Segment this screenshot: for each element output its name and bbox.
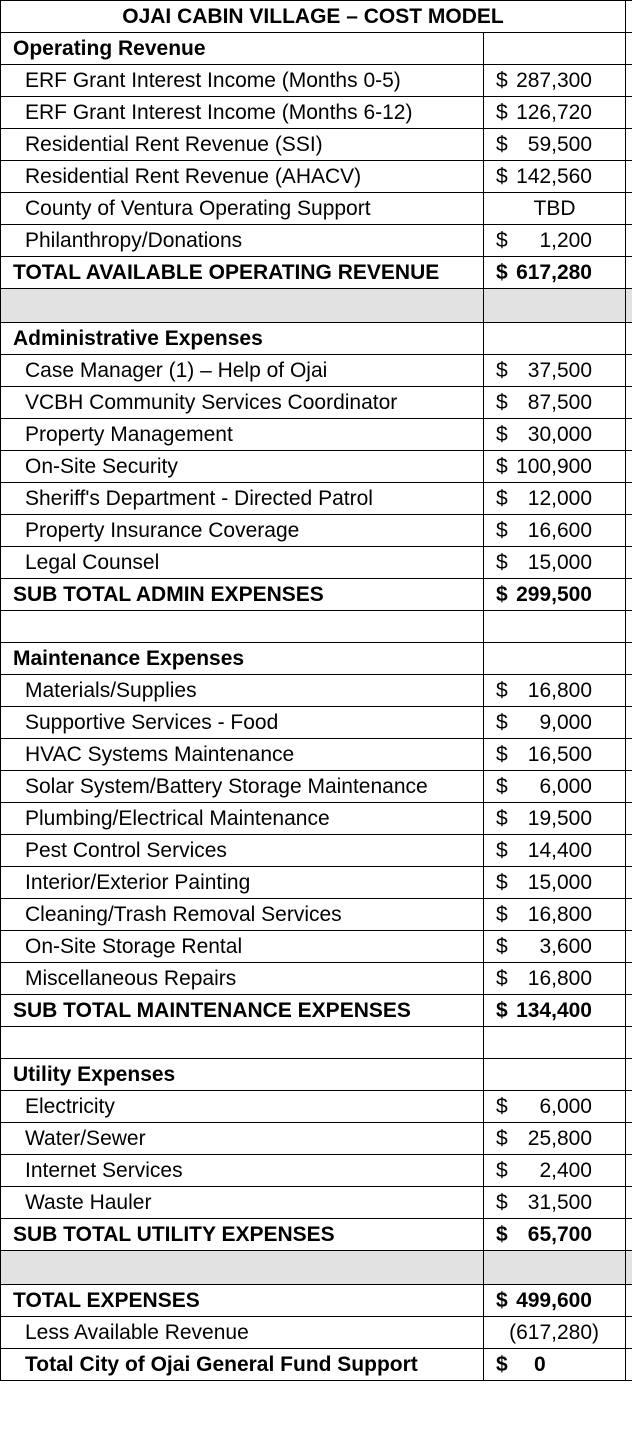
- line-item-label: Total City of Ojai General Fund Support: [1, 1349, 484, 1381]
- amount-cell: [484, 1219, 626, 1251]
- amount-cell: [484, 33, 626, 65]
- line-item-label: Solar System/Battery Storage Maintenance: [1, 771, 484, 803]
- line-item-label: Waste Hauler: [1, 1187, 484, 1219]
- amount-value: 6,000: [539, 1094, 592, 1118]
- amount-cell: [484, 483, 626, 515]
- section-header-row: [1, 1059, 632, 1091]
- line-item-label: Supportive Services - Food: [1, 707, 484, 739]
- amount-cell: [484, 1123, 626, 1155]
- amount-cell: [484, 739, 626, 771]
- line-item-label: ERF Grant Interest Income (Months 6-12): [1, 97, 484, 129]
- line-item-row: [1, 355, 632, 387]
- edge-cell: [626, 707, 632, 739]
- line-item-label: Less Available Revenue: [1, 1317, 484, 1349]
- line-item-row: [1, 675, 632, 707]
- edge-cell: [626, 1, 632, 33]
- amount-cell: [484, 1349, 626, 1381]
- total-row: [1, 579, 632, 611]
- currency-symbol: $: [496, 934, 508, 958]
- amount-value: 16,800: [527, 678, 592, 702]
- currency-symbol: $: [496, 774, 508, 798]
- edge-cell: [626, 1285, 632, 1317]
- edge-cell: [626, 771, 632, 803]
- amount-value: 37,500: [527, 358, 592, 382]
- edge-cell: [626, 1155, 632, 1187]
- line-item-row: [1, 65, 632, 97]
- amount-cell: [484, 193, 626, 225]
- total-row: [1, 1285, 632, 1317]
- edge-cell: [626, 1349, 632, 1381]
- edge-cell: [626, 129, 632, 161]
- line-item-row: [1, 225, 632, 257]
- edge-cell: [626, 1059, 632, 1091]
- amount-value: 12,000: [527, 486, 592, 510]
- line-item-row: [1, 1123, 632, 1155]
- line-item-label: Interior/Exterior Painting: [1, 867, 484, 899]
- amount-value: 126,720: [516, 100, 592, 124]
- shaded-spacer-row: [1, 1251, 632, 1285]
- line-item-row: [1, 739, 632, 771]
- blank-row: [1, 1027, 632, 1059]
- line-item-row: [1, 129, 632, 161]
- amount-value: 19,500: [527, 806, 592, 830]
- edge-cell: [626, 355, 632, 387]
- amount-value: 134,400: [516, 998, 592, 1022]
- edge-cell: [626, 899, 632, 931]
- amount-value: (617,280): [509, 1320, 599, 1344]
- currency-symbol: $: [496, 966, 508, 990]
- total-row: [1, 1349, 632, 1381]
- line-item-label: Electricity: [1, 1091, 484, 1123]
- amount-cell: [484, 515, 626, 547]
- spacer-amount-cell: [484, 289, 626, 323]
- amount-cell: [484, 931, 626, 963]
- currency-symbol: $: [496, 838, 508, 862]
- line-item-label: VCBH Community Services Coordinator: [1, 387, 484, 419]
- amount-cell: [484, 1317, 626, 1349]
- edge-cell: [626, 835, 632, 867]
- line-item-row: [1, 963, 632, 995]
- currency-symbol: $: [496, 550, 508, 574]
- currency-symbol: $: [496, 870, 508, 894]
- amount-cell: [484, 707, 626, 739]
- currency-symbol: $: [496, 132, 508, 156]
- line-item-row: [1, 803, 632, 835]
- edge-cell: [626, 193, 632, 225]
- blank-row: [1, 611, 632, 643]
- edge-cell: [626, 419, 632, 451]
- edge-cell: [626, 65, 632, 97]
- currency-symbol: $: [496, 1158, 508, 1182]
- spacer-label-cell: [1, 611, 484, 643]
- amount-cell: [484, 129, 626, 161]
- amount-value: 142,560: [516, 164, 592, 188]
- currency-symbol: $: [496, 742, 508, 766]
- amount-cell: [484, 643, 626, 675]
- amount-value: 16,600: [527, 518, 592, 542]
- edge-cell: [626, 547, 632, 579]
- amount-cell: [484, 323, 626, 355]
- line-item-label: Legal Counsel: [1, 547, 484, 579]
- line-item-row: [1, 931, 632, 963]
- section-header-row: [1, 33, 632, 65]
- amount-value: 9,000: [539, 710, 592, 734]
- edge-cell: [626, 161, 632, 193]
- line-item-label: Materials/Supplies: [1, 675, 484, 707]
- line-item-label: Cleaning/Trash Removal Services: [1, 899, 484, 931]
- edge-cell: [626, 1317, 632, 1349]
- amount-value: TBD: [533, 196, 576, 220]
- line-item-label: ERF Grant Interest Income (Months 0-5): [1, 65, 484, 97]
- amount-value: 31,500: [527, 1190, 592, 1214]
- amount-cell: [484, 451, 626, 483]
- amount-value: 100,900: [516, 454, 592, 478]
- line-item-label: Property Insurance Coverage: [1, 515, 484, 547]
- edge-cell: [626, 323, 632, 355]
- spacer-label-cell: [1, 289, 484, 323]
- amount-cell: [484, 1059, 626, 1091]
- amount-cell: [484, 161, 626, 193]
- edge-cell: [626, 387, 632, 419]
- amount-value: 15,000: [527, 870, 592, 894]
- line-item-label: SUB TOTAL MAINTENANCE EXPENSES: [1, 995, 484, 1027]
- amount-cell: [484, 1285, 626, 1317]
- currency-symbol: $: [496, 1190, 508, 1214]
- amount-value: 6,000: [539, 774, 592, 798]
- currency-symbol: $: [496, 1352, 508, 1376]
- edge-cell: [626, 515, 632, 547]
- edge-cell: [626, 611, 632, 643]
- amount-value: 65,700: [527, 1222, 592, 1246]
- spacer-label-cell: [1, 1251, 484, 1285]
- line-item-label: Plumbing/Electrical Maintenance: [1, 803, 484, 835]
- amount-value: 30,000: [527, 422, 592, 446]
- edge-cell: [626, 97, 632, 129]
- line-item-label: Pest Control Services: [1, 835, 484, 867]
- amount-cell: [484, 97, 626, 129]
- amount-cell: [484, 899, 626, 931]
- currency-symbol: $: [496, 260, 508, 284]
- line-item-label: Residential Rent Revenue (SSI): [1, 129, 484, 161]
- amount-cell: [484, 803, 626, 835]
- line-item-row: [1, 707, 632, 739]
- amount-cell: [484, 1155, 626, 1187]
- edge-cell: [626, 33, 632, 65]
- edge-cell: [626, 867, 632, 899]
- edge-cell: [626, 995, 632, 1027]
- amount-cell: [484, 1091, 626, 1123]
- amount-cell: [484, 963, 626, 995]
- amount-value: 299,500: [516, 582, 592, 606]
- currency-symbol: $: [496, 902, 508, 926]
- edge-cell: [626, 931, 632, 963]
- total-row: [1, 995, 632, 1027]
- amount-value: 16,800: [527, 966, 592, 990]
- amount-value: 1,200: [539, 228, 592, 252]
- edge-cell: [626, 451, 632, 483]
- amount-cell: [484, 771, 626, 803]
- line-item-label: Case Manager (1) – Help of Ojai: [1, 355, 484, 387]
- line-item-row: [1, 835, 632, 867]
- line-item-label: SUB TOTAL UTILITY EXPENSES: [1, 1219, 484, 1251]
- edge-cell: [626, 1219, 632, 1251]
- amount-cell: [484, 225, 626, 257]
- amount-value: 16,800: [527, 902, 592, 926]
- amount-cell: [484, 419, 626, 451]
- currency-symbol: $: [496, 806, 508, 830]
- amount-cell: [484, 867, 626, 899]
- line-item-row: [1, 1187, 632, 1219]
- section-title: Maintenance Expenses: [1, 643, 484, 675]
- line-item-row: [1, 97, 632, 129]
- amount-cell: [484, 579, 626, 611]
- edge-cell: [626, 289, 632, 323]
- line-item-row: [1, 771, 632, 803]
- currency-symbol: $: [496, 228, 508, 252]
- line-item-label: HVAC Systems Maintenance: [1, 739, 484, 771]
- line-item-label: TOTAL AVAILABLE OPERATING REVENUE: [1, 257, 484, 289]
- edge-cell: [626, 739, 632, 771]
- line-item-row: [1, 451, 632, 483]
- line-item-row: [1, 867, 632, 899]
- line-item-label: On-Site Storage Rental: [1, 931, 484, 963]
- amount-value: 16,500: [527, 742, 592, 766]
- edge-cell: [626, 963, 632, 995]
- currency-symbol: $: [496, 454, 508, 478]
- line-item-row: [1, 387, 632, 419]
- amount-cell: [484, 65, 626, 97]
- section-title: Utility Expenses: [1, 1059, 484, 1091]
- amount-cell: [484, 257, 626, 289]
- edge-cell: [626, 1187, 632, 1219]
- edge-cell: [626, 643, 632, 675]
- amount-value: 14,400: [527, 838, 592, 862]
- amount-value: 2,400: [539, 1158, 592, 1182]
- amount-cell: [484, 675, 626, 707]
- currency-symbol: $: [496, 1288, 508, 1312]
- amount-value: 617,280: [516, 260, 592, 284]
- title-row: [1, 1, 632, 33]
- section-header-row: [1, 643, 632, 675]
- line-item-row: [1, 899, 632, 931]
- line-item-label: Internet Services: [1, 1155, 484, 1187]
- line-item-row: [1, 1317, 632, 1349]
- line-item-label: Property Management: [1, 419, 484, 451]
- line-item-row: [1, 193, 632, 225]
- currency-symbol: $: [496, 422, 508, 446]
- currency-symbol: $: [496, 390, 508, 414]
- edge-cell: [626, 1251, 632, 1285]
- edge-cell: [626, 675, 632, 707]
- line-item-row: [1, 161, 632, 193]
- section-header-row: [1, 323, 632, 355]
- amount-value: 499,600: [516, 1288, 592, 1312]
- amount-cell: [484, 1187, 626, 1219]
- spacer-label-cell: [1, 1027, 484, 1059]
- amount-value: 15,000: [527, 550, 592, 574]
- line-item-label: SUB TOTAL ADMIN EXPENSES: [1, 579, 484, 611]
- amount-value: 25,800: [527, 1126, 592, 1150]
- amount-cell: [484, 547, 626, 579]
- edge-cell: [626, 579, 632, 611]
- line-item-label: Philanthropy/Donations: [1, 225, 484, 257]
- section-title: Administrative Expenses: [1, 323, 484, 355]
- currency-symbol: $: [496, 678, 508, 702]
- total-row: [1, 257, 632, 289]
- spacer-amount-cell: [484, 1251, 626, 1285]
- line-item-row: [1, 483, 632, 515]
- amount-value: 59,500: [527, 132, 592, 156]
- line-item-label: Miscellaneous Repairs: [1, 963, 484, 995]
- currency-symbol: $: [496, 1222, 508, 1246]
- edge-cell: [626, 1027, 632, 1059]
- edge-cell: [626, 225, 632, 257]
- line-item-label: Water/Sewer: [1, 1123, 484, 1155]
- currency-symbol: $: [496, 486, 508, 510]
- edge-cell: [626, 1123, 632, 1155]
- amount-value: 87,500: [527, 390, 592, 414]
- section-title: Operating Revenue: [1, 33, 484, 65]
- total-row: [1, 1219, 632, 1251]
- currency-symbol: $: [496, 100, 508, 124]
- edge-cell: [626, 1091, 632, 1123]
- amount-cell: [484, 835, 626, 867]
- shaded-spacer-row: [1, 289, 632, 323]
- edge-cell: [626, 483, 632, 515]
- amount-cell: [484, 387, 626, 419]
- line-item-label: TOTAL EXPENSES: [1, 1285, 484, 1317]
- edge-cell: [626, 257, 632, 289]
- line-item-row: [1, 547, 632, 579]
- currency-symbol: $: [496, 164, 508, 188]
- currency-symbol: $: [496, 68, 508, 92]
- amount-value: 287,300: [516, 68, 592, 92]
- edge-cell: [626, 803, 632, 835]
- line-item-label: County of Ventura Operating Support: [1, 193, 484, 225]
- amount-cell: [484, 995, 626, 1027]
- amount-value: 0: [534, 1352, 546, 1376]
- line-item-row: [1, 1155, 632, 1187]
- currency-symbol: $: [496, 358, 508, 382]
- line-item-label: Residential Rent Revenue (AHACV): [1, 161, 484, 193]
- spacer-amount-cell: [484, 611, 626, 643]
- amount-value: 3,600: [539, 934, 592, 958]
- currency-symbol: $: [496, 582, 508, 606]
- line-item-label: Sheriff's Department - Directed Patrol: [1, 483, 484, 515]
- line-item-row: [1, 515, 632, 547]
- amount-cell: [484, 355, 626, 387]
- currency-symbol: $: [496, 1094, 508, 1118]
- spacer-amount-cell: [484, 1027, 626, 1059]
- line-item-label: On-Site Security: [1, 451, 484, 483]
- currency-symbol: $: [496, 998, 508, 1022]
- line-item-row: [1, 1091, 632, 1123]
- currency-symbol: $: [496, 1126, 508, 1150]
- line-item-row: [1, 419, 632, 451]
- sheet-title: OJAI CABIN VILLAGE – COST MODEL: [1, 1, 626, 33]
- currency-symbol: $: [496, 710, 508, 734]
- currency-symbol: $: [496, 518, 508, 542]
